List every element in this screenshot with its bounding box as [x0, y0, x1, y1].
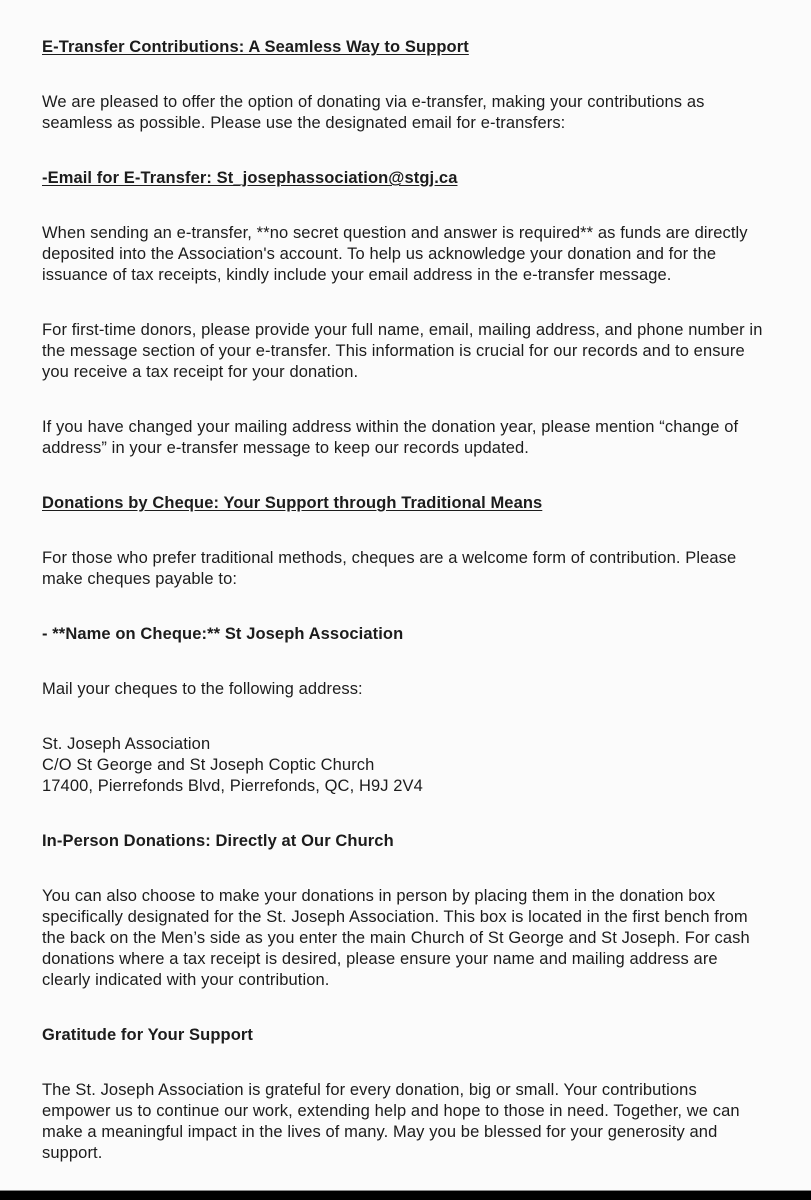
bottom-black-bar: [0, 1190, 811, 1200]
paragraph-gratitude: The St. Joseph Association is grateful for every donation, big or small. Your contributions empower us to continue our work, extending help and hope to those in need. Together, we can make a meaningful impact in the lives of many. May you be blessed for your generosity and support.: [42, 1081, 740, 1162]
section-heading-in-person-donations: In-Person Donations: Directly at Our Church: [42, 832, 394, 850]
paragraph-etransfer-intro: We are pleased to offer the option of donating via e-transfer, making your contributions as seamless as possible. Please use the designated email for e-transfers:: [42, 93, 705, 132]
section-heading-etransfer-contributions: E-Transfer Contributions: A Seamless Way to Support: [42, 38, 469, 56]
line-etransfer-email: -Email for E-Transfer: St_josephassociation@stgj.ca: [42, 169, 458, 187]
section-heading-gratitude: Gratitude for Your Support: [42, 1026, 253, 1044]
line-name-on-cheque: - **Name on Cheque:** St Joseph Association: [42, 625, 404, 643]
paragraph-no-secret-question: When sending an e-transfer, **no secret question and answer is required** as funds are directly deposited into the Association's account. To help us acknowledge your donation and for the issuance of tax receipts, kindly include your email address in the e-transfer message.: [42, 224, 748, 284]
address-line-care-of: C/O St George and St Joseph Coptic Church: [42, 756, 375, 774]
paragraph-first-time-donors: For first-time donors, please provide your full name, email, mailing address, and phone number in the message section of your e-transfer. This information is crucial for our records and to ensure you receive a tax receipt for your donation.: [42, 321, 763, 381]
document-content: [42, 37, 769, 1198]
paragraph-cheque-intro: For those who prefer traditional methods, cheques are a welcome form of contribution. Please make cheques payable to:: [42, 549, 737, 588]
address-block: [42, 734, 769, 797]
address-line-name: St. Joseph Association: [42, 735, 211, 753]
paragraph-change-of-address: If you have changed your mailing address within the donation year, please mention “change of address” in your e-transfer message to keep our records updated.: [42, 418, 739, 457]
paragraph-mail-cheques: Mail your cheques to the following address:: [42, 680, 363, 698]
address-line-street: 17400, Pierrefonds Blvd, Pierrefonds, QC, H9J 2V4: [42, 777, 423, 795]
section-heading-donations-by-cheque: Donations by Cheque: Your Support through Traditional Means: [42, 494, 543, 512]
paragraph-in-person-details: You can also choose to make your donations in person by placing them in the donation box specifically designated for the St. Joseph Association. This box is located in the first bench from the back on the Men’s side as you enter the main Church of St George and St Joseph. For cash donations where a tax receipt is desired, please ensure your name and mailing address are clearly indicated with your contribution.: [42, 887, 750, 989]
